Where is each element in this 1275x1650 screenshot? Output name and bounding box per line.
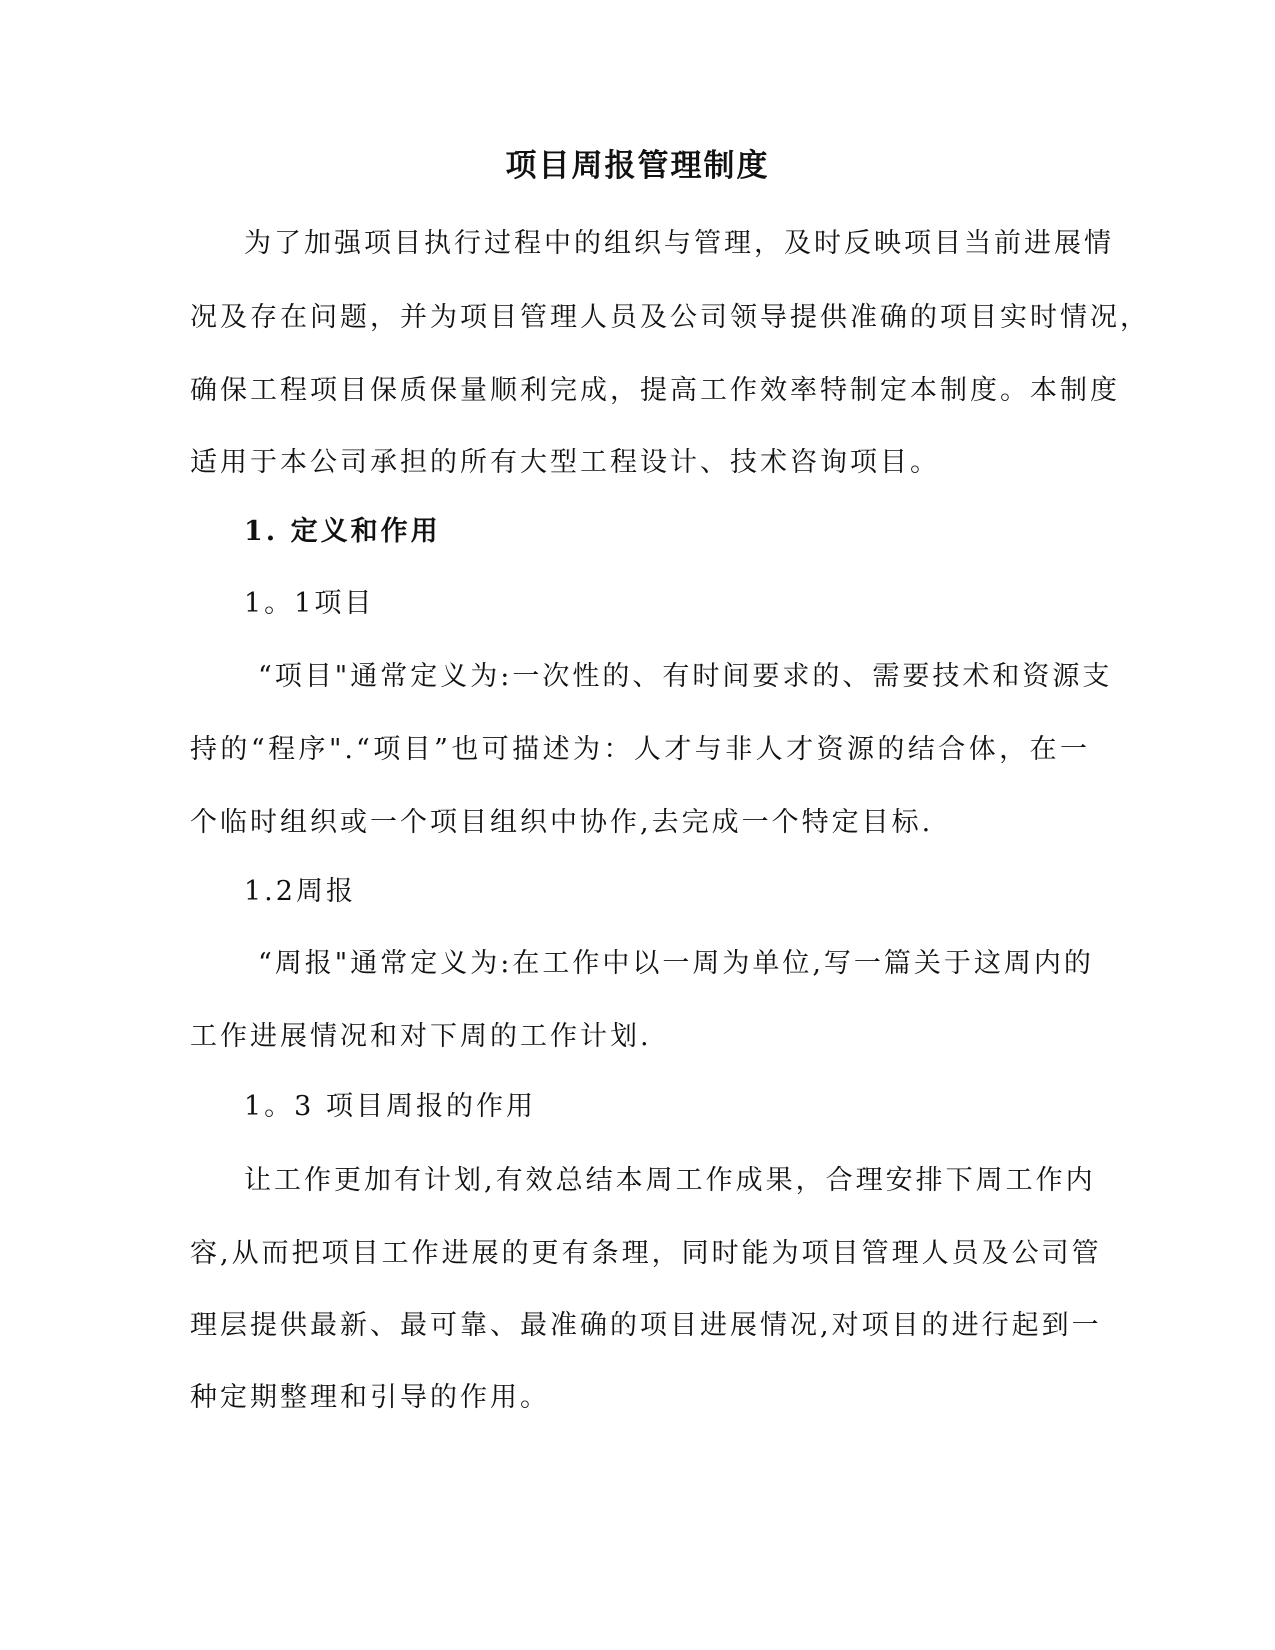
subsection-1-3-line-2: 容,从而把项目工作进展的更有条理，同时能为项目管理人员及公司管 [190, 1238, 1102, 1269]
subsection-1-2-line-2: 工作进展情况和对下周的工作计划. [190, 1021, 652, 1052]
subsection-1-3-heading: 1。3 项目周报的作用 [244, 1091, 536, 1122]
subsection-1-3-line-3: 理层提供最新、最可靠、最准确的项目进展情况,对项目的进行起到一 [190, 1310, 1102, 1341]
intro-line-4: 适用于本公司承担的所有大型工程设计、技术咨询项目。 [190, 447, 940, 478]
subsection-1-1-line-1: “项目"通常定义为:一次性的、有时间要求的、需要技术和资源支 [258, 661, 1113, 692]
intro-line-3: 确保工程项目保质保量顺利完成，提高工作效率特制定本制度。本制度 [190, 375, 1120, 406]
subsection-1-1-line-2: 持的“程序".“项目”也可描述为：人才与非人才资源的结合体，在一 [190, 734, 1090, 765]
subsection-1-3-line-1: 让工作更加有计划,有效总结本周工作成果，合理安排下周工作内 [244, 1165, 1096, 1196]
subsection-1-1-heading: 1。1项目 [244, 588, 375, 619]
subsection-1-2-heading: 1.2周报 [244, 876, 356, 907]
intro-line-1: 为了加强项目执行过程中的组织与管理，及时反映项目当前进展情 [244, 228, 1114, 259]
subsection-1-3-line-4: 种定期整理和引导的作用。 [190, 1382, 550, 1413]
section-1-heading: 1. 定义和作用 [244, 516, 441, 547]
intro-line-2: 况及存在问题，并为项目管理人员及公司领导提供准确的项目实时情况， [190, 302, 1150, 333]
document-title: 项目周报管理制度 [505, 148, 770, 184]
subsection-1-2-line-1: “周报"通常定义为:在工作中以一周为单位,写一篇关于这周内的 [258, 948, 1094, 979]
subsection-1-1-line-3: 个临时组织或一个项目组织中协作,去完成一个特定目标. [190, 807, 934, 838]
